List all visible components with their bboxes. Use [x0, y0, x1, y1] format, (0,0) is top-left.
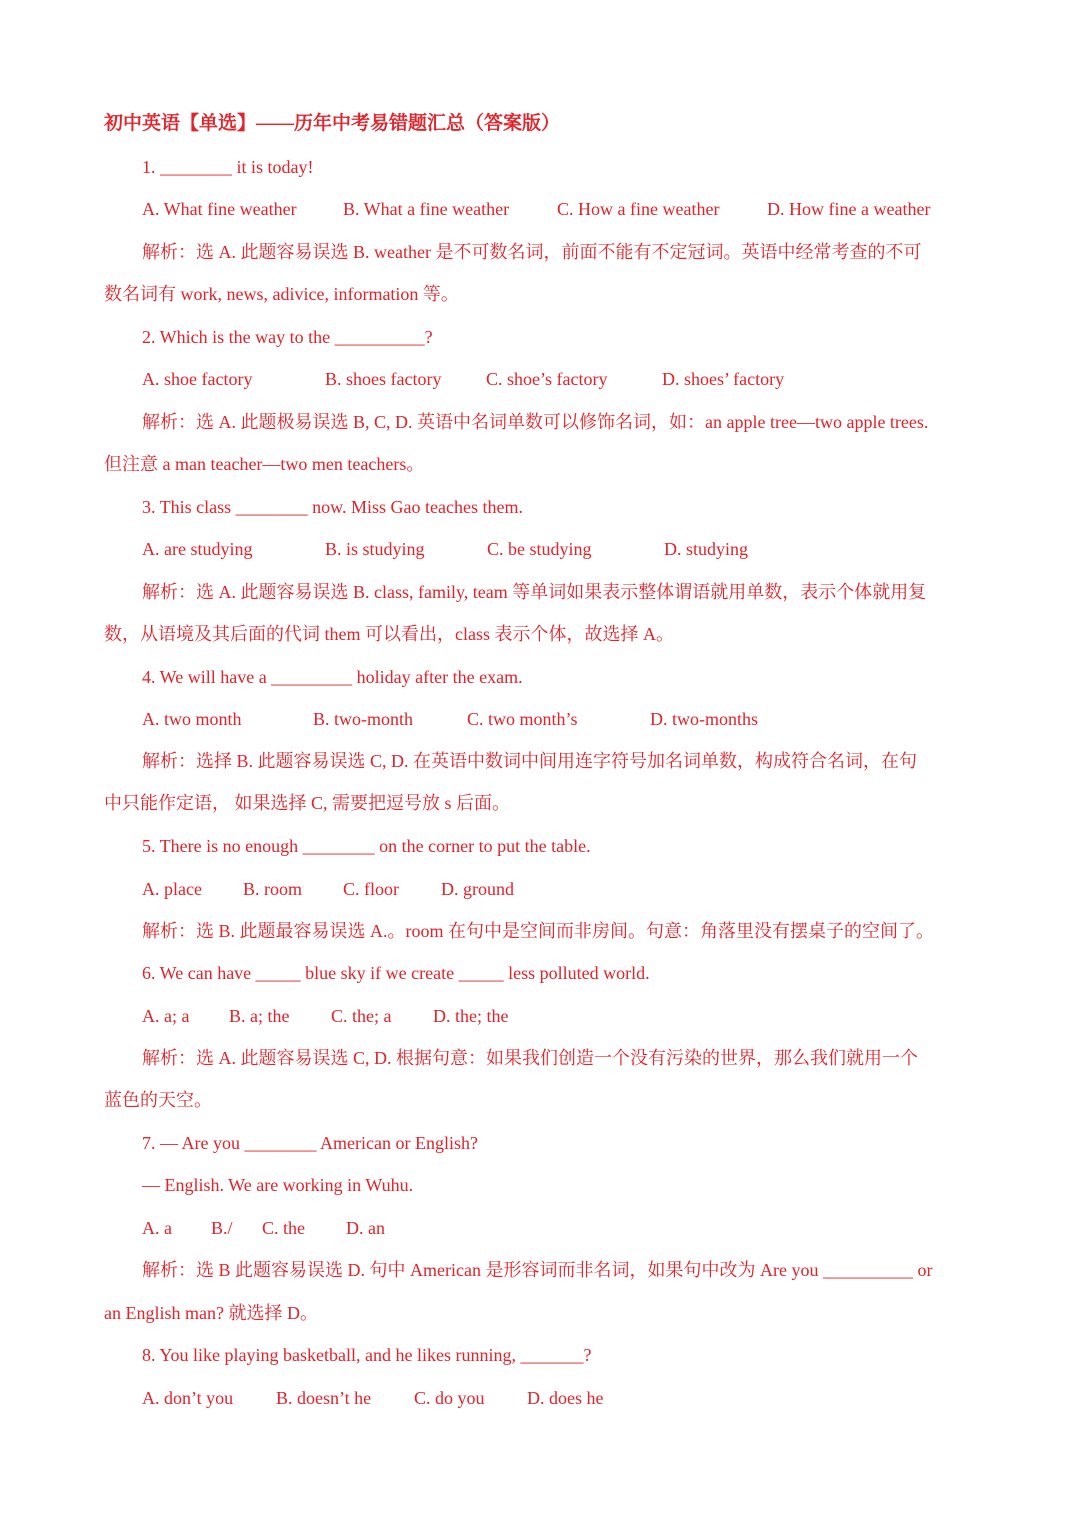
option-c: C. do you: [414, 1388, 485, 1408]
question-2-analysis: 解析：选 A. 此题极易误选 B, C, D. 英语中名词单数可以修饰名词，如：an apple tree—two apple trees.: [142, 412, 929, 432]
question-5-stem: 5. There is no enough ________ on the corner to put the table.: [142, 836, 591, 856]
question-6-options: [142, 1003, 508, 1029]
option-d: D. How fine a weather: [767, 199, 931, 219]
question-4-analysis: 解析：选择 B. 此题容易误选 C, D. 在英语中数词中间用连字符号加名词单数，构成符合名词，在句: [142, 751, 918, 771]
option-c: C. two month’s: [467, 709, 578, 729]
question-5-options: [142, 876, 514, 902]
option-d: D. studying: [664, 539, 749, 559]
option-d: D. does he: [527, 1388, 604, 1408]
option-a: A. shoe factory: [142, 369, 253, 389]
option-a: A. a: [142, 1218, 172, 1238]
question-3-analysis-cont: 数，从语境及其后面的代词 them 可以看出，class 表示个体，故选择 A。: [104, 624, 674, 644]
question-3-options: [142, 536, 748, 562]
option-d: D. ground: [441, 879, 514, 899]
option-b: B. What a fine weather: [343, 199, 510, 219]
option-a: A. two month: [142, 709, 242, 729]
option-b: B. is studying: [325, 539, 425, 559]
question-2-analysis-cont: 但注意 a man teacher—two men teachers。: [104, 454, 425, 474]
option-c: C. How a fine weather: [557, 199, 720, 219]
option-b: B. shoes factory: [325, 369, 442, 389]
question-4-analysis-cont: 中只能作定语， 如果选择 C, 需要把逗号放 s 后面。: [104, 793, 511, 813]
option-d: D. the; the: [433, 1006, 509, 1026]
question-8-options: [142, 1385, 603, 1411]
option-a: A. don’t you: [142, 1388, 234, 1408]
option-b: B. room: [243, 879, 303, 899]
question-1-analysis-cont: 数名词有 work, news, adivice, information 等。: [104, 284, 459, 304]
question-5-analysis: 解析：选 B. 此题最容易误选 A.。room 在句中是空间而非房间。句意：角落里没有摆桌子的空间了。: [142, 921, 934, 941]
question-7-analysis: 解析：选 B 此题容易误选 D. 句中 American 是形容词而非名词，如果句中改为 Are you __________ or: [142, 1260, 933, 1280]
option-b: B./: [211, 1218, 233, 1238]
question-6-stem: 6. We can have _____ blue sky if we create _____ less polluted world.: [142, 963, 650, 983]
question-1-stem: 1. ________ it is today!: [142, 157, 314, 177]
option-c: C. floor: [343, 879, 399, 899]
option-c: C. be studying: [487, 539, 592, 559]
option-d: D. two-months: [650, 709, 758, 729]
option-b: B. two-month: [313, 709, 414, 729]
question-1-options: [142, 196, 930, 222]
option-b: B. a; the: [229, 1006, 290, 1026]
option-a: A. place: [142, 879, 202, 899]
question-3-stem: 3. This class ________ now. Miss Gao teaches them.: [142, 497, 523, 517]
question-7-stem: 7. — Are you ________ American or English?: [142, 1133, 478, 1153]
document-title: 初中英语【单选】——历年中考易错题汇总（答案版）: [104, 113, 561, 134]
question-7-reply: — English. We are working in Wuhu.: [142, 1175, 414, 1195]
question-3-analysis: 解析：选 A. 此题容易误选 B. class, family, team 等单词如果表示整体谓语就用单数，表示个体就用复: [142, 582, 927, 602]
question-6-analysis: 解析：选 A. 此题容易误选 C, D. 根据句意：如果我们创造一个没有污染的世界，那么我们就用一个: [142, 1048, 918, 1068]
question-2-stem: 2. Which is the way to the __________?: [142, 327, 433, 347]
option-c: C. the: [262, 1218, 305, 1238]
option-c: C. the; a: [331, 1006, 392, 1026]
option-d: D. an: [346, 1218, 385, 1238]
question-7-options: [142, 1215, 385, 1241]
question-7-analysis-cont: an English man? 就选择 D。: [104, 1303, 318, 1323]
question-6-analysis-cont: 蓝色的天空。: [104, 1090, 212, 1110]
question-4-stem: 4. We will have a _________ holiday after the exam.: [142, 667, 523, 687]
option-c: C. shoe’s factory: [486, 369, 608, 389]
option-d: D. shoes’ factory: [662, 369, 785, 389]
option-a: A. are studying: [142, 539, 253, 559]
option-b: B. doesn’t he: [276, 1388, 372, 1408]
option-a: A. What fine weather: [142, 199, 297, 219]
question-2-options: [142, 366, 784, 392]
question-1-analysis: 解析：选 A. 此题容易误选 B. weather 是不可数名词，前面不能有不定冠词。英语中经常考查的不可: [142, 242, 922, 262]
question-4-options: [142, 706, 758, 732]
option-a: A. a; a: [142, 1006, 190, 1026]
question-8-stem: 8. You like playing basketball, and he likes running, _______?: [142, 1345, 592, 1365]
